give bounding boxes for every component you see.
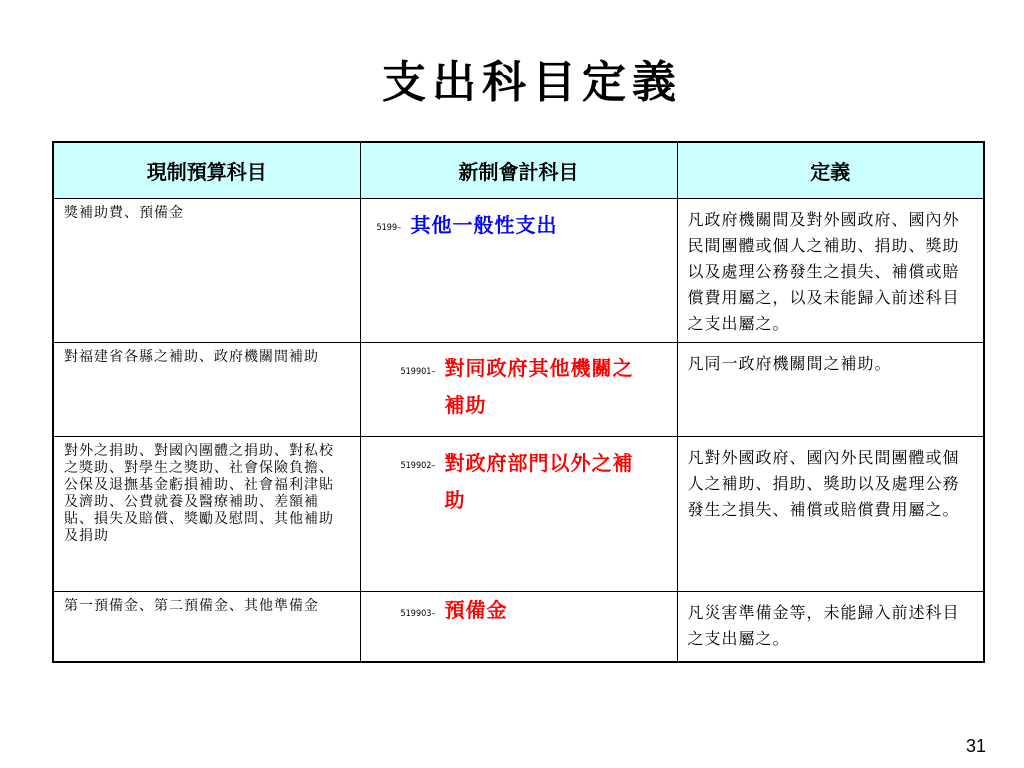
account-code: 5199– [376,223,402,233]
account-code: 519903– [400,609,436,619]
account-code: 519901– [400,367,436,377]
budget-item-cell: 獎補助費、預備金 [53,199,360,343]
account-name: 預備金 [444,598,508,622]
table-row [53,343,984,437]
account-cell [360,437,677,592]
definition-cell: 凡同一政府機關間之補助。 [677,343,984,437]
table-row [53,437,984,592]
definition-cell: 凡對外國政府、國內外民間團體或個人之補助、捐助、獎助以及處理公務發生之損失、補償或賠償費用屬之。 [677,437,984,592]
table-row [53,199,984,343]
account-cell [360,199,677,343]
account-cell [360,592,677,662]
table-row [53,592,984,662]
account-name: 對政府部門以外之補助 [444,451,634,512]
header-budget-item: 現制預算科目 [53,142,360,199]
account-cell [360,343,677,437]
definition-cell: 凡災害準備金等，未能歸入前述科目之支出屬之。 [677,592,984,662]
account-code: 519902– [400,461,436,471]
budget-item-cell: 對外之捐助、對國內團體之捐助、對私校之獎助、對學生之獎助、社會保險負擔、公保及退撫基金虧損補助、社會福利津貼及濟助、公費就養及醫療補助、差額補貼、損失及賠償、獎勵及慰問、其他補助及捐助 [53,437,360,592]
expenditure-definition-table [52,141,985,663]
account-name: 對同政府其他機關之補助 [444,356,634,417]
definition-cell: 凡政府機關間及對外國政府、國內外民間團體或個人之補助、捐助、獎助以及處理公務發生之損失、補償或賠償費用屬之，以及未能歸入前述科目之支出屬之。 [677,199,984,343]
budget-item-cell: 對福建省各縣之補助、政府機關間補助 [53,343,360,437]
page-number: 31 [965,736,986,756]
header-accounting-item: 新制會計科目 [360,142,677,199]
table-header-row [53,142,984,199]
slide-title: 支出科目定義 [382,57,682,108]
account-name: 其他一般性支出 [410,213,558,237]
budget-item-cell: 第一預備金、第二預備金、其他準備金 [53,592,360,662]
header-definition: 定義 [677,142,984,199]
